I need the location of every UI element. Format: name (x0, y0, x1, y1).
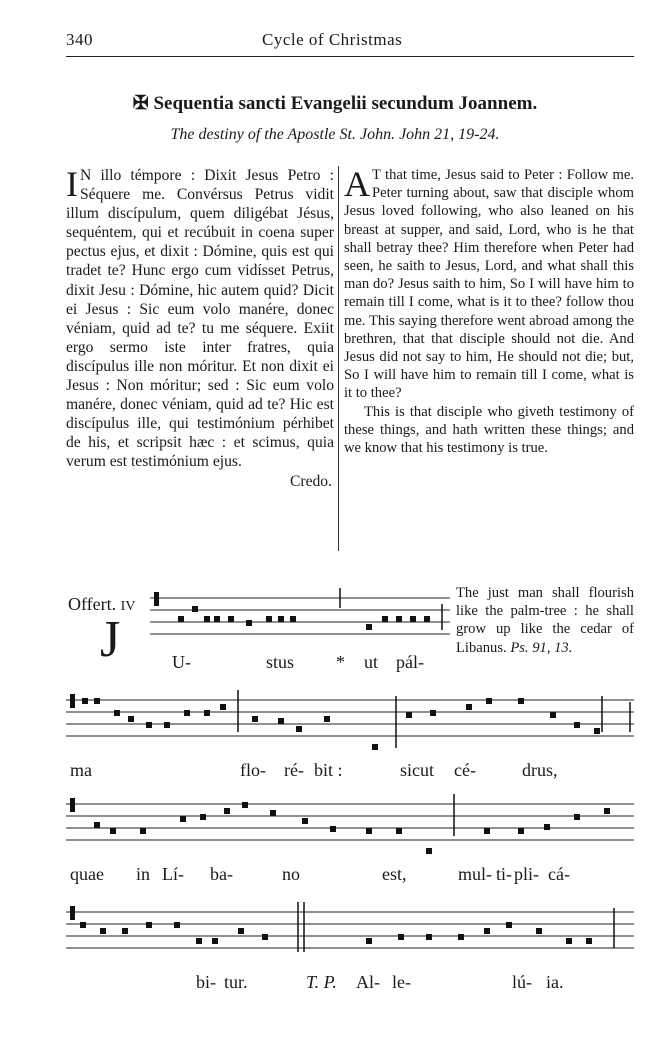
syllable: ia. (546, 972, 564, 992)
syllable: flo- (240, 760, 266, 780)
credo-label: Credo. (289, 472, 332, 490)
lyrics-line-3 (70, 864, 570, 885)
syllable: Lí- (162, 864, 184, 884)
syllable: sicut (400, 760, 434, 780)
gospel-title: ✠ Sequentia sancti Evangelii secundum Joannem. (132, 93, 538, 114)
syllable: cé- (454, 760, 476, 780)
english-column (344, 166, 634, 457)
header-rule (66, 56, 634, 57)
lyrics-line-2 (70, 760, 558, 781)
syllable: mul- (458, 864, 492, 884)
syllable: lú- (512, 972, 532, 992)
syllable: pli- (514, 864, 539, 884)
chant-staff-2 (66, 688, 634, 756)
syllable: stus (266, 652, 295, 672)
syllable: ré- (284, 760, 304, 780)
page-number: 340 (66, 30, 93, 49)
syllable: T. P. (306, 972, 337, 992)
syllable: ti- (496, 864, 512, 884)
chant-staff-1 (150, 586, 450, 648)
syllable: ut (364, 652, 379, 672)
english-text: T that time, Jesus said to Peter : Follow me. Peter turning about, saw that disciple whom Jesus loved following, who also leaned on his breast at supper, and said, Lord, who is he that shall betray thee? Him therefore when Peter had seen, he saith to Jesus, Lord, and what shall this man do? Jesus saith to him, So I will have him to remain till I come, what is it to thee? follow thou me. This saying therefore went abroad among the brethren, that that disciple should not die. And Jesus did not say to him, He should not die; but, So I will have him to remain till I come, what is it to thee? (344, 167, 634, 402)
offertory-mode: IV (120, 599, 136, 614)
syllable: cá- (548, 864, 570, 884)
syllable: * (336, 652, 345, 672)
syllable: quae (70, 864, 104, 884)
lyrics-line-1 (172, 652, 424, 673)
syllable: bi- (196, 972, 216, 992)
column-divider (338, 166, 339, 551)
chant-staff-4 (66, 900, 634, 968)
lyrics-line-4 (196, 972, 564, 993)
latin-column (66, 166, 334, 491)
gospel-subtitle: The destiny of the Apostle St. John. John 21, 19-24. (170, 126, 500, 143)
syllable: bit : (314, 760, 343, 780)
syllable: no (282, 864, 300, 884)
latin-text: N illo témpore : Dixit Jesus Petro : Séquere me. Convérsus Petrus vidit illum discípulum, quem diligébat Jésus, sequéntem, qui et recúbuit in coena super pectus ejus, et dixit : Dómine, quis est qui tradet te? Hunc ergo cum vidísset Petrus, dixit Jesu : Dómine, hic autem quid? Dicit ei Jesus : Sic eum volo manére, donec véniam, quid ad te? tu me séquere. Exiit ergo sermo iste inter fratres, quia discípulus ille non móritur. Et non dixit ei Jesus : Non móritur; sed : Sic eum volo manére, donec véniam, quid ad te? Hic est discípulus ille, qui testimónium pérhibet de his, et scripsit hæc : et scimus, quia verum est testimónium ejus. (66, 167, 334, 471)
offertory-initial: J (100, 611, 121, 668)
latin-dropcap: I (66, 164, 78, 204)
english-dropcap: A (344, 164, 370, 204)
syllable: in (136, 864, 151, 884)
syllable: U- (172, 652, 191, 672)
running-title: Cycle of Christmas (262, 30, 403, 49)
offertory-reference: Ps. 91, 13. (510, 639, 573, 656)
offertory-english (456, 584, 634, 657)
syllable: drus, (522, 760, 558, 780)
syllable: ba- (210, 864, 233, 884)
syllable: tur. (224, 972, 248, 992)
chant-staff-3 (66, 792, 634, 860)
english-text-2: This is that disciple who giveth testimony of these things, and hath written these things; and we know that his testimony is true. (344, 403, 634, 457)
syllable: le- (392, 972, 411, 992)
syllable: Al- (356, 972, 380, 992)
syllable: pál- (396, 652, 424, 672)
syllable: ma (70, 760, 92, 780)
offertory-english-text: The just man shall flourish like the palm-tree : he shall grow up like the cedar of Libanus. (456, 585, 634, 656)
offertory-label-text: Offert. (68, 594, 117, 614)
syllable: est, (382, 864, 407, 884)
